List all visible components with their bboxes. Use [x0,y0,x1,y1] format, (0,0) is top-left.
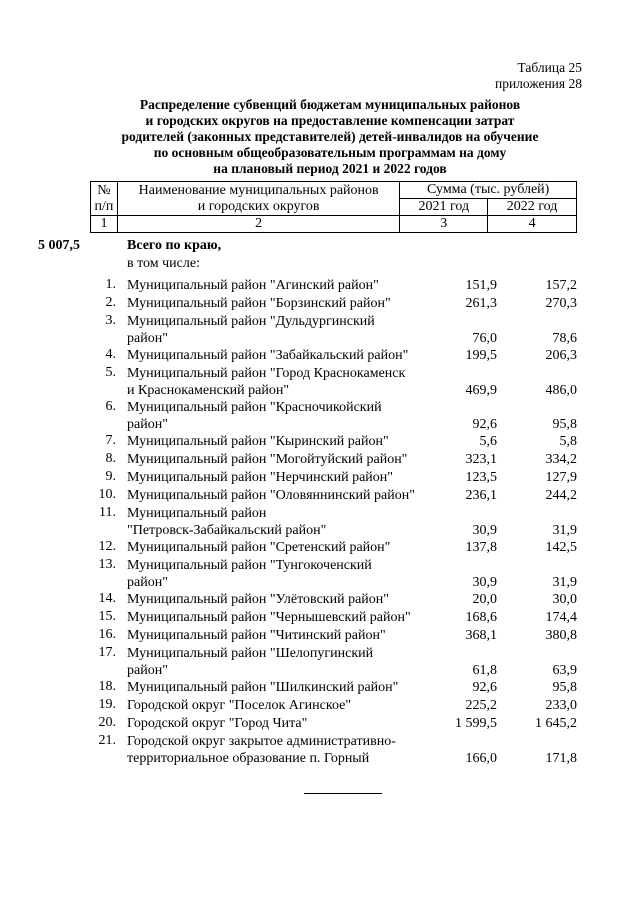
row-number: 2. [105,295,116,310]
value-2021: 1 599,5 [455,716,497,731]
row-number: 17. [98,645,116,660]
row-number: 18. [98,679,116,694]
row-number: 3. [105,313,116,328]
value-2022: 95,8 [552,417,577,432]
value-2022: 30,0 [552,592,577,607]
row-number: 8. [105,451,116,466]
row-number: 7. [105,433,116,448]
row-number: 20. [98,715,116,730]
row-number: 15. [98,609,116,624]
row-name-line: "Петровск-Забайкальский район" [127,523,327,538]
value-2022: 95,8 [552,680,577,695]
table-row [90,557,587,591]
total-2022: 5 007,5 [38,238,80,253]
table-row [90,715,587,732]
row-name-line: Городской округ закрытое административно- [127,734,396,749]
row-name-line: район" [127,663,168,678]
table-row [90,399,587,433]
row-name [127,627,437,644]
value-2021: 76,0 [472,331,497,346]
table-row [90,697,587,714]
value-2021: 225,2 [465,698,497,713]
value-2021: 30,9 [472,523,497,538]
row-name [127,313,437,347]
row-name [127,365,437,399]
value-2021: 20,0 [472,592,497,607]
col-index: 3 [400,216,488,233]
col-index: 1 [91,216,118,233]
table-row [90,505,587,539]
value-2021: 5,6 [479,434,497,449]
row-name [127,451,437,468]
title-line: родителей (законных представителей) детей-инвалидов на обучение [121,129,539,144]
table-row [90,487,587,504]
value-2021: 168,6 [465,610,497,625]
value-2022: 157,2 [545,278,577,293]
table-header [90,181,577,233]
row-number: 1. [105,277,116,292]
row-name [127,295,437,312]
value-2022: 171,8 [545,751,577,766]
row-name [127,733,437,767]
table-row [90,645,587,679]
row-name [127,697,437,714]
value-2021: 151,9 [465,278,497,293]
including-label: в том числе: [127,256,200,271]
value-2022: 63,9 [552,663,577,678]
value-2022: 174,4 [545,610,577,625]
value-2021: 92,6 [472,417,497,432]
table-row [90,469,587,486]
row-name-line: и Краснокаменский район" [127,383,290,398]
row-name [127,487,437,504]
table-row [90,313,587,347]
row-number: 6. [105,399,116,414]
row-name-line: район" [127,575,168,590]
value-2022: 5,8 [559,434,577,449]
row-number: 9. [105,469,116,484]
row-number: 21. [98,733,116,748]
row-name-line: Муниципальный район "Шелопугинский [127,646,374,661]
table-row [90,295,587,312]
row-name-line: район" [127,417,168,432]
row-name [127,557,437,591]
value-2021: 323,1 [465,452,497,467]
value-2022: 244,2 [545,488,577,503]
title-line: и городских округов на предоставление компенсации затрат [145,113,515,128]
title-line: на плановый период 2021 и 2022 годов [213,161,447,176]
row-name-line: Муниципальный район "Чернышевский район" [127,610,411,625]
value-2022: 127,9 [545,470,577,485]
value-2021: 199,5 [465,348,497,363]
value-2022: 78,6 [552,331,577,346]
row-number: 11. [99,505,116,520]
row-name [127,505,437,539]
col-number-header: № п/п [91,182,118,216]
value-2021: 368,1 [465,628,497,643]
value-2022: 1 645,2 [535,716,577,731]
row-name [127,539,437,556]
value-2021: 166,0 [465,751,497,766]
appendix-reference: приложения 28 [494,76,582,91]
value-2022: 206,3 [545,348,577,363]
row-name-line: Муниципальный район "Забайкальский район" [127,348,409,363]
value-2021: 137,8 [465,540,497,555]
row-name-line: Муниципальный район "Тунгокоченский [127,558,372,573]
closing-rule [304,793,382,794]
row-name [127,715,437,732]
table-row [90,539,587,556]
value-2022: 486,0 [545,383,577,398]
row-name-line: Муниципальный район "Город Краснокаменск [127,366,406,381]
row-name-line: Муниципальный район "Дульдургинский [127,314,375,329]
row-name-line: Муниципальный район "Красночикойский [127,400,382,415]
row-number: 4. [105,347,116,362]
row-name [127,591,437,608]
row-name-line: Муниципальный район "Могойтуйский район" [127,452,408,467]
table-row [90,277,587,294]
value-2022: 31,9 [552,523,577,538]
row-name [127,645,437,679]
row-number: 10. [98,487,116,502]
col-sum-header: Сумма (тыс. рублей) [400,182,577,199]
row-number: 16. [98,627,116,642]
row-name [127,609,437,626]
row-name-line: Муниципальный район "Агинский район" [127,278,379,293]
table-row [90,347,587,364]
table-row [90,679,587,696]
col-2021-header: 2021 год [400,199,488,216]
row-name-line: Муниципальный район "Борзинский район" [127,296,391,311]
value-2021: 123,5 [465,470,497,485]
table-row [90,627,587,644]
row-name-line: Муниципальный район "Читинский район" [127,628,386,643]
row-name [127,277,437,294]
value-2021: 92,6 [472,680,497,695]
row-name [127,433,437,450]
col-2022-header: 2022 год [488,199,577,216]
row-name-line: Муниципальный район "Нерчинский район" [127,470,393,485]
value-2021: 469,9 [465,383,497,398]
table-row [90,591,587,608]
row-number: 12. [98,539,116,554]
document-title [95,97,565,177]
row-name [127,469,437,486]
table-row [90,451,587,468]
value-2021: 236,1 [465,488,497,503]
table-reference: Таблица 25 [517,60,582,75]
value-2022: 334,2 [545,452,577,467]
row-name-line: Муниципальный район "Улётовский район" [127,592,389,607]
table-row [90,365,587,399]
value-2022: 142,5 [545,540,577,555]
value-2021: 61,8 [472,663,497,678]
value-2022: 31,9 [552,575,577,590]
row-number: 19. [98,697,116,712]
col-index: 4 [488,216,577,233]
row-name-line: Городской округ "Город Чита" [127,716,308,731]
value-2021: 30,9 [472,575,497,590]
title-line: Распределение субвенций бюджетам муниципальных районов [139,97,521,112]
value-2022: 380,8 [545,628,577,643]
row-name-line: Городской округ "Поселок Агинское" [127,698,352,713]
row-name-line: Муниципальный район "Шилкинский район" [127,680,399,695]
table-row [90,733,587,767]
row-name-line: Муниципальный район [127,506,267,521]
row-number: 13. [98,557,116,572]
row-name-line: Муниципальный район "Кыринский район" [127,434,389,449]
value-2022: 233,0 [545,698,577,713]
table-row [90,433,587,450]
row-name-line: район" [127,331,168,346]
row-number: 14. [98,591,116,606]
total-label: Всего по краю, [127,238,222,253]
row-name-line: территориальное образование п. Горный [127,751,370,766]
table-row [90,609,587,626]
col-name-header: Наименование муниципальных районов и городских округов [117,182,399,216]
row-number: 5. [105,365,116,380]
value-2021: 261,3 [465,296,497,311]
value-2022: 270,3 [545,296,577,311]
row-name [127,399,437,433]
title-line: по основным общеобразовательным программам на дому [153,145,507,160]
col-index: 2 [117,216,399,233]
row-name-line: Муниципальный район "Оловяннинский район" [127,488,415,503]
row-name [127,679,437,696]
row-name-line: Муниципальный район "Сретенский район" [127,540,391,555]
row-name [127,347,437,364]
